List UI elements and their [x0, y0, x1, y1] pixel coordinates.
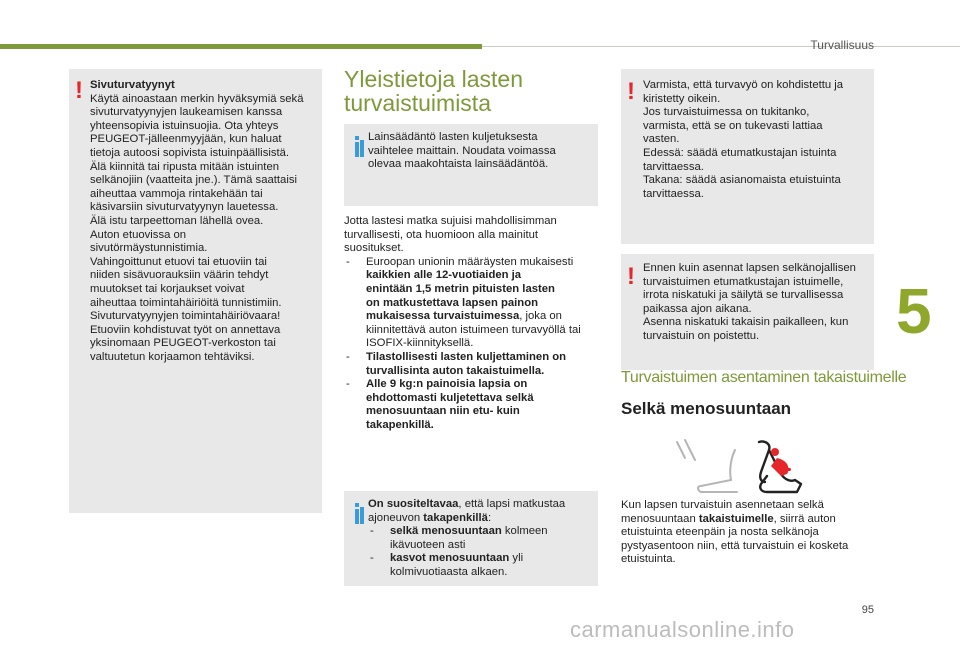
text-span: ajoneuvon	[368, 511, 424, 524]
text-line: Edessä: säädä etumatkustajan istuinta	[643, 146, 837, 159]
text-span: menosuuntaan	[621, 512, 699, 525]
text-line: muutokset tai korjaukset voivat	[90, 282, 245, 295]
text-span: selkä menosuuntaan	[390, 525, 502, 538]
text-line: Älä istu tarpeettoman lähellä ovea.	[90, 214, 264, 227]
text-line: Asenna niskatuki takaisin paikalleen, kun	[643, 316, 849, 329]
text-line: turvallisinta auton takaistuimella.	[366, 364, 545, 377]
rear-facing-seat-illustration	[663, 436, 813, 496]
text-line: Ennen kuin asennat lapsen selkänojallisen	[643, 262, 856, 274]
warning-icon: !	[75, 77, 83, 104]
heading-line: Yleistietoja lasten	[344, 66, 523, 92]
top-accent-bar	[0, 44, 482, 49]
text-span: kolmeen	[501, 525, 548, 538]
text-span: takapenkillä	[423, 511, 488, 524]
text-line: yksinomaan PEUGEOT-verkoston tai	[90, 337, 276, 350]
info-icon	[351, 503, 365, 525]
text-line: pystyasentoon niin, että turvaistuin ei kosketa	[621, 539, 849, 552]
text-line: turvaistuin on poistettu.	[643, 329, 760, 342]
text-line: paikassa ajon aikana.	[643, 302, 752, 315]
text-line: Älä kiinnitä tai ripusta mitään istuinten	[90, 160, 280, 173]
text-line: kiristetty oikein.	[643, 92, 721, 105]
text-line: niiden sisävuorauksiin väärin tehdyt	[90, 269, 269, 282]
text-line: valtuutetun korjaamon tehtäviksi.	[90, 350, 255, 363]
text-line: - Tilastollisesti lasten kuljettaminen on	[366, 350, 567, 363]
text-line: suositukset.	[344, 242, 404, 255]
recommendation-list	[344, 256, 600, 433]
text-line: turvallisesti, ota huomioon alla mainitut	[344, 228, 539, 241]
text-line: ISOFIX-kiinnityksellä.	[366, 337, 474, 350]
text-line: Auton etuovissa on	[90, 228, 187, 241]
list-item	[344, 378, 600, 432]
text-line: selkänojiin (vaatteita jne.). Tämä saattaisi	[90, 174, 298, 187]
text-line: kaikkien alle 12-vuotiaiden ja	[366, 269, 522, 282]
text-line: aiheuttaa toimintahäiriöitä tunnistimiin.	[90, 296, 282, 309]
text-line: vasten.	[643, 133, 680, 146]
info-text-legislation	[368, 131, 593, 172]
text-line: - Alle 9 kg:n painoisia lapsia on	[366, 378, 528, 391]
warning-text-seatbelt	[643, 79, 871, 201]
text-span: :	[487, 511, 492, 524]
text-line: turvaistuimen etumatkustajan istuimelle,	[643, 275, 844, 288]
text-line: irrota niskatuki ja säilytä se turvallisessa	[643, 289, 844, 302]
text-line: on matkustettava lapsen painon	[366, 296, 539, 309]
text-line: Varmista, että turvavyö on kohdistettu ja	[643, 79, 844, 91]
text-line: kiinnitettävä auton istuimeen turvavyöllä tai	[366, 323, 581, 336]
text-line: käsivarsiin sivuturvatyynyn lauetessa.	[90, 201, 279, 214]
recommendation-sublist	[368, 525, 594, 579]
page-number: 95	[861, 604, 874, 616]
info-text-recommendation	[368, 498, 594, 580]
text-line: Jotta lastesi matka sujuisi mahdollisimman	[344, 215, 557, 227]
text-line: sivuturvatyynyjen laukeamisen kanssa	[90, 106, 283, 119]
page-heading	[344, 67, 523, 115]
text-span: , joka on	[519, 310, 562, 323]
watermark: carmanualsonline.info	[570, 617, 795, 642]
child-figure	[771, 448, 791, 476]
text-line: Sivuturvatyynyjen toimintahäiriövaara!	[90, 310, 281, 323]
text-line: enintään 1,5 metrin pituisten lasten	[366, 282, 555, 295]
top-rule	[482, 46, 960, 47]
text-line: Vahingoittunut etuovi tai etuoviin tai	[90, 255, 267, 268]
text-line: Kun lapsen turvaistuin asennetaan selkä	[621, 499, 824, 511]
text-line: ehdottomasti kuljetettava selkä	[366, 391, 534, 404]
warning-icon: !	[627, 263, 635, 290]
text-span: yli	[509, 552, 524, 565]
text-span: kasvot menosuuntaan	[390, 552, 510, 565]
heading-line: turvaistuimista	[344, 90, 491, 116]
body-text-rear-facing	[621, 499, 877, 567]
text-span: mukaisessa turvaistuimessa	[366, 310, 520, 323]
text-line: menosuuntaan niin etu- kuin	[366, 405, 520, 418]
warning-text-side-airbags	[90, 79, 322, 364]
text-line: sivutörmäystunnistimia.	[90, 242, 208, 255]
intro-text	[344, 215, 600, 433]
section-heading: Turvaistuimen asentaminen takaistuimelle	[621, 369, 907, 386]
text-line: Etuoviin kohdistuvat työt on annettava	[90, 323, 281, 336]
text-line: takapenkillä.	[366, 418, 434, 431]
text-line: vaihtelee maittain. Noudata voimassa	[368, 144, 556, 157]
section-title: Turvallisuus	[810, 38, 874, 52]
text-span: , että lapsi matkustaa	[458, 498, 566, 510]
text-line: Jos turvaistuimessa on tukitanko,	[643, 106, 810, 119]
sub-heading: Selkä menosuuntaan	[621, 399, 792, 418]
warning-text-headrest	[643, 262, 872, 344]
text-line: varmista, että se on tukevasti lattiaa	[643, 119, 823, 132]
text-line: Takana: säädä asianomaista etuistuinta	[643, 174, 841, 187]
front-seat-outline	[677, 440, 737, 492]
text-line: - Euroopan unionin määräysten mukaisesti	[366, 255, 574, 268]
text-line: tarvittaessa.	[643, 187, 704, 200]
text-line: etuistuinta eteenpäin ja nosta selkänoja	[621, 526, 819, 539]
text-line: olevaa maakohtaista lainsäädäntöä.	[368, 158, 549, 171]
warning-icon: !	[627, 78, 635, 105]
text-line: etuistuinta.	[621, 553, 676, 566]
text-span: On suositeltavaa	[368, 498, 459, 510]
text-span: takaistuimelle	[698, 512, 774, 525]
list-item	[368, 525, 594, 552]
text-line: yhteensopivia istuinsuojia. Ota yhteys	[90, 119, 279, 132]
text-line: aiheuttaa vammoja rintakehään tai	[90, 187, 263, 200]
text-line: ikävuoteen asti	[390, 538, 466, 551]
warning-title: Sivuturvatyynyt	[90, 79, 175, 91]
list-item	[368, 552, 594, 579]
chapter-number: 5	[896, 275, 932, 347]
text-line: Lainsäädäntö lasten kuljetuksesta	[368, 131, 538, 143]
text-line: Käytä ainoastaan merkin hyväksymiä sekä	[90, 92, 304, 105]
text-line: kolmivuotiaasta alkaen.	[390, 565, 508, 578]
list-item	[344, 351, 600, 378]
list-item	[344, 256, 600, 351]
text-span: , siirrä auton	[773, 512, 836, 525]
text-line: tietoja autoosi sopivista istuinpäällisistä.	[90, 146, 290, 159]
info-icon	[351, 136, 365, 158]
text-line: tarvittaessa.	[643, 160, 704, 173]
text-line: PEUGEOT-jälleenmyyjään, kun haluat	[90, 133, 282, 146]
